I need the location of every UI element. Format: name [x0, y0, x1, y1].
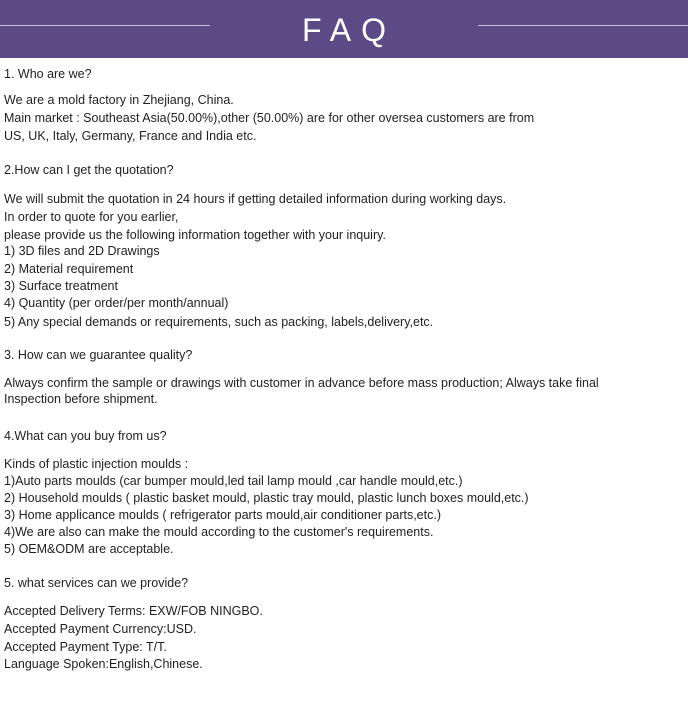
answer-4-line: Kinds of plastic injection moulds : [4, 457, 189, 471]
answer-1-line: US, UK, Italy, Germany, France and India etc. [4, 129, 257, 143]
page-title: FAQ [301, 12, 396, 48]
question-3: 3. How can we guarantee quality? [4, 348, 193, 362]
question-2: 2.How can I get the quotation? [4, 163, 174, 177]
answer-1-line: Main market : Southeast Asia(50.00%),other (50.00%) are for other oversea customers are from [4, 111, 535, 125]
answer-4-list-item: 3) Home applicance moulds ( refrigerator parts mould,air conditioner parts,etc.) [4, 508, 441, 522]
answer-2-list-item: 4) Quantity (per order/per month/annual) [4, 296, 229, 310]
question-1: 1. Who are we? [4, 67, 92, 81]
answer-2-list-item: 5) Any special demands or requirements, such as packing, labels,delivery,etc. [4, 315, 434, 329]
answer-2-line: We will submit the quotation in 24 hours if getting detailed information during working days. [4, 192, 507, 206]
answer-2-list-item: 1) 3D files and 2D Drawings [4, 244, 160, 258]
faq-banner [0, 0, 688, 58]
answer-5-line: Accepted Payment Currency:USD. [4, 622, 197, 636]
answer-2-line: please provide us the following information together with your inquiry. [4, 228, 386, 242]
answer-3-line: Always confirm the sample or drawings with customer in advance before mass production; Always take final [4, 376, 599, 390]
answer-2-line: In order to quote for you earlier, [4, 210, 179, 224]
answer-5-line: Language Spoken:English,Chinese. [4, 657, 203, 671]
answer-5-line: Accepted Delivery Terms: EXW/FOB NINGBO. [4, 604, 263, 618]
answer-1-line: We are a mold factory in Zhejiang, China. [4, 93, 234, 107]
question-4: 4.What can you buy from us? [4, 429, 167, 443]
answer-4-list-item: 2) Household moulds ( plastic basket mould, plastic tray mould, plastic lunch boxes mould,etc.) [4, 491, 529, 505]
answer-2-list-item: 2) Material requirement [4, 262, 134, 276]
answer-4-list-item: 4)We are also can make the mould according to the customer's requirements. [4, 525, 434, 539]
answer-4-list-item: 5) OEM&ODM are acceptable. [4, 542, 174, 556]
question-5: 5. what services can we provide? [4, 576, 189, 590]
answer-4-list-item: 1)Auto parts moulds (car bumper mould,led tail lamp mould ,car handle mould,etc.) [4, 474, 463, 488]
answer-5-line: Accepted Payment Type: T/T. [4, 640, 167, 654]
answer-2-list-item: 3) Surface treatment [4, 279, 118, 293]
answer-3-line: Inspection before shipment. [4, 392, 158, 406]
